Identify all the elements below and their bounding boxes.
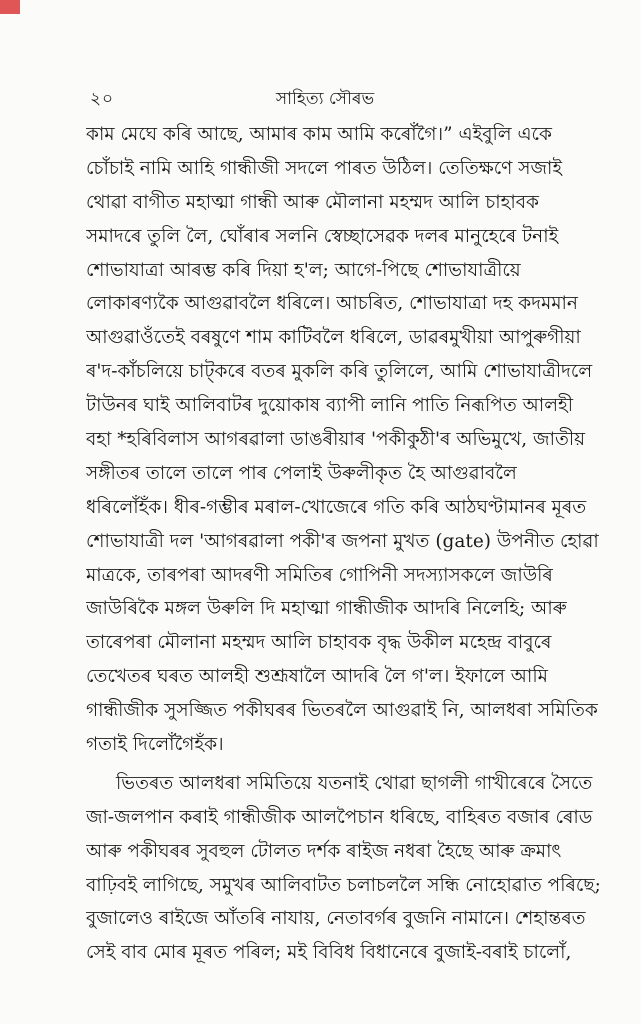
text-line: ভিতৰত আলধৰা সমিতিয়ে যতনাই থোৱা ছাগলী গাখীৰেৰে সৈতে: [116, 772, 593, 794]
text-line: লোকাৰণ্যকৈ আগুৱাবলৈ ধৰিলে। আচৰিত, শোভাযাত্ৰা দহ কদমমান: [86, 293, 578, 315]
text-line: সঙ্গীতৰ তালে তালে পাৰ পেলাই উৰুলীকৃত হৈ আগুৱাবলৈ: [86, 462, 517, 484]
page-number: ২০: [90, 89, 115, 109]
text-line: বুজালেও ৰাইজে আঁতৰি নাযায়, নেতাবৰ্গৰ বুজনি নামানে। শেহান্তৰত: [86, 908, 586, 930]
corner-color-mark: [0, 0, 20, 14]
text-line: বাঢ়িবই লাগিছে, সমুখৰ আলিবাটত চলাচললৈ সন্ধি নোহোৱাত পৰিছে;: [86, 874, 601, 896]
running-title: সাহিত্য সৌৰভ: [275, 89, 375, 109]
text-line: সমাদৰে তুলি লৈ, ঘোঁৰাৰ সলনি স্বেচ্ছাসেৱক দলৰ মানুহেৰে টনাই: [86, 225, 559, 247]
text-line: ধৰিলোঁহঁক। ধীৰ-গম্ভীৰ মৰাল-খোজেৰে গতি কৰি আঠঘণ্টামানৰ মূৰত: [86, 496, 587, 518]
text-line: মাত্ৰকে, তাৰপৰা আদৰণী সমিতিৰ গোপিনী সদস্যাসকলে জাউৰি: [86, 564, 553, 586]
text-line: ৰ'দ-কাঁচলিয়ে চাট্‌কৰে বতৰ মুকলি কৰি তুলিলে, আমি শোভাযাত্ৰীদলে: [86, 361, 593, 383]
text-line: চোঁচাই নামি আহি গান্ধীজী সদলে পাৰত উঠিল। তেতিক্ষণে সজাই: [86, 157, 563, 179]
text-line: গতাই দিলোঁগৈহঁক।: [86, 734, 224, 756]
text-line: তেখেতৰ ঘৰত আলহী শুশ্ৰূষালৈ আদৰি লৈ গ'ল। ইফালে আমি: [86, 666, 548, 688]
text-line: শোভাযাত্ৰী দল 'আগৰৱালা পকী'ৰ জপনা মুখত (gate) উপনীত হোৱা: [86, 530, 599, 552]
text-line: তাৰেপৰা মৌলানা মহম্মদ আলি চাহাবক বৃদ্ধ উকীল মহেন্দ্ৰ বাবুৰে: [86, 632, 552, 654]
text-line: আৰু পকীঘৰৰ সুবহুল টোলত দৰ্শক ৰাইজ নধৰা হৈছে আৰু ক্ৰমাৎ: [86, 840, 562, 862]
page-header: [90, 86, 560, 110]
text-line: জাউৰিকৈ মঙ্গল উৰুলি দি মহাত্মা গান্ধীজীক আদৰি নিলেহি; আৰু: [86, 598, 567, 620]
text-line: টাউনৰ ঘাই আলিবাটৰ দুয়োকাষ ব্যাপী লানি পাতি নিৰূপিত আলহী: [86, 395, 574, 417]
paragraph: [86, 767, 616, 970]
page-body-text: [86, 118, 616, 970]
text-line: বহা *হৰিবিলাস আগৰৱালা ডাঙৰীয়াৰ 'পকীকুঠী'ৰ অভিমুখে, জাতীয়: [86, 429, 586, 451]
text-line: কাম মেঘে কৰি আছে, আমাৰ কাম আমি কৰোঁগৈ।” এইবুলি একে: [86, 124, 552, 145]
text-line: গান্ধীজীক সুসজ্জিত পকীঘৰৰ ভিতৰলৈ আগুৱাই নি, আলধৰা সমিতিক: [86, 700, 598, 722]
text-line: সেই বাব মোৰ মূৰত পৰিল; মই বিবিধ বিধানেৰে বুজাই-বৰাই চালোঁ,: [86, 942, 572, 964]
text-line: আগুৱাওঁতেই বৰষুণে শাম কাটিবলৈ ধৰিলে, ডাৱৰমুখীয়া আপুৰুগীয়া: [86, 327, 581, 349]
paragraph: [86, 118, 616, 762]
text-line: শোভাযাত্ৰা আৰম্ভ কৰি দিয়া হ'ল; আগে-পিছে শোভাযাত্ৰীয়ে: [86, 259, 521, 281]
text-line: থোৱা বাগীত মহাত্মা গান্ধী আৰু মৌলানা মহম্মদ আলি চাহাবক: [86, 191, 539, 213]
text-line: জা-জলপান কৰাই গান্ধীজীক আলপৈচান ধৰিছে, বাহিৰত বজাৰ ৰোড: [86, 806, 593, 828]
